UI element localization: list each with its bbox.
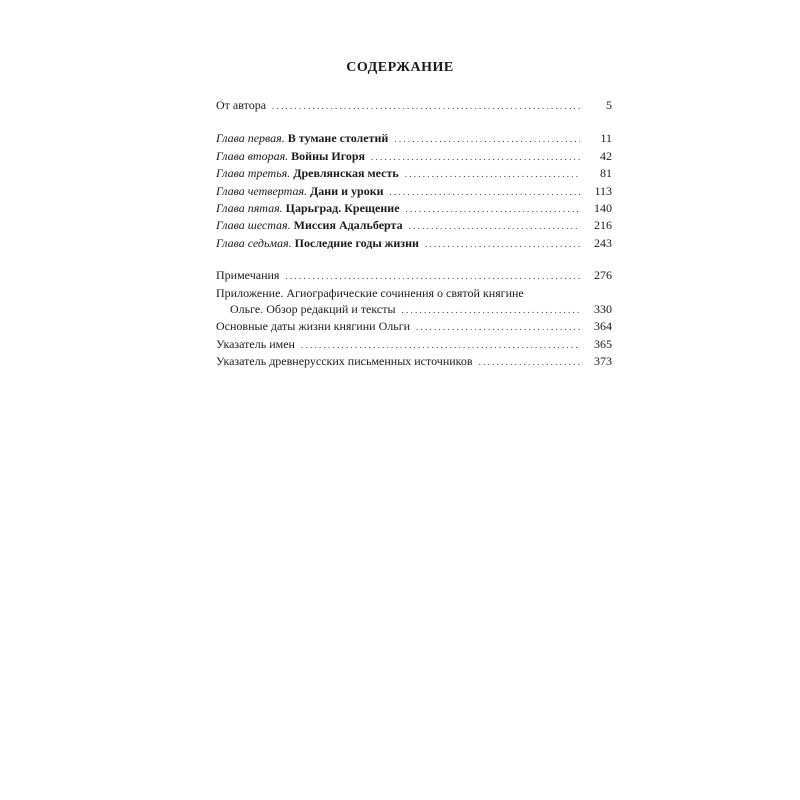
dot-leader	[405, 166, 580, 182]
toc-entry-page: 42	[600, 148, 612, 163]
toc-entry-chapter-6	[216, 217, 612, 234]
toc-entry-notes	[216, 267, 612, 284]
toc-entry-page: 11	[600, 131, 612, 146]
toc-entry-chapter-4	[216, 183, 612, 200]
toc-entry-label: Указатель древнерусских письменных источников	[216, 354, 473, 369]
dot-leader	[394, 131, 580, 147]
toc-entry-label	[216, 148, 365, 164]
chapter-prefix: Глава седьмая.	[216, 235, 292, 250]
toc-entry-page: 330	[594, 302, 612, 317]
toc-entry-page: 276	[594, 268, 612, 283]
toc-entry-label	[216, 217, 403, 233]
toc-entry-label-continued: Ольге. Обзор редакций и тексты	[230, 302, 396, 317]
toc-entry-label: От автора	[216, 98, 267, 112]
toc-entry-chapter-7	[216, 235, 612, 252]
chapter-prefix: Глава четвертая.	[216, 183, 308, 198]
toc-entry-page: 243	[594, 235, 612, 250]
dot-leader	[285, 268, 580, 284]
dot-leader	[402, 302, 580, 318]
toc-entry-front	[216, 97, 612, 114]
toc-entry-label	[216, 200, 400, 216]
chapter-prefix: Глава третья.	[216, 166, 291, 181]
chapter-title: В тумане столетий	[287, 131, 389, 146]
contents-heading: СОДЕРЖАНИЕ	[346, 60, 454, 75]
chapter-prefix: Глава шестая.	[216, 218, 291, 233]
toc-entry-label	[216, 183, 384, 199]
chapter-prefix: Глава первая.	[216, 131, 285, 146]
dot-leader	[301, 337, 580, 353]
table-of-contents	[216, 97, 612, 371]
dot-leader	[272, 98, 580, 114]
chapter-title: Войны Игоря	[291, 148, 366, 163]
chapter-title: Дани и уроки	[310, 183, 384, 198]
chapter-title: Миссия Адальберта	[293, 218, 403, 233]
dot-leader	[416, 319, 580, 335]
toc-entry-page: 113	[594, 183, 612, 198]
toc-entry-label	[216, 235, 419, 251]
toc-entry-appendix	[216, 285, 612, 319]
toc-entry-page: 81	[600, 166, 612, 181]
toc-entry-page: 216	[594, 218, 612, 233]
toc-entry-label: Приложение. Агиографические сочинения о святой княгине	[216, 285, 524, 300]
toc-entry-chapter-1	[216, 130, 612, 147]
toc-entry-page: 373	[594, 354, 612, 369]
toc-entry-label: Примечания	[216, 268, 280, 283]
toc-entry-names-index	[216, 336, 612, 353]
toc-entry-label	[216, 165, 399, 181]
chapter-prefix: Глава пятая.	[216, 201, 283, 216]
toc-entry-sources-index	[216, 353, 612, 370]
toc-entry-dates	[216, 318, 612, 335]
dot-leader	[406, 201, 580, 217]
toc-entry-page: 140	[594, 201, 612, 216]
dot-leader	[479, 354, 580, 370]
chapter-title: Последние годы жизни	[294, 235, 419, 250]
chapter-title: Царьград. Крещение	[285, 201, 400, 216]
toc-entry-page: 5	[606, 98, 612, 112]
dot-leader	[409, 218, 580, 234]
dot-leader	[425, 236, 580, 252]
toc-entry-chapter-2	[216, 148, 612, 165]
dot-leader	[371, 149, 580, 165]
toc-entry-chapter-3	[216, 165, 612, 182]
toc-entry-page: 364	[594, 319, 612, 334]
toc-entry-label: Указатель имен	[216, 336, 295, 351]
toc-entry-label	[216, 130, 388, 146]
toc-entry-label: Основные даты жизни княгини Ольги	[216, 319, 411, 334]
chapter-title: Древлянская месть	[293, 166, 399, 181]
dot-leader	[390, 184, 580, 200]
toc-entry-page: 365	[594, 336, 612, 351]
chapter-prefix: Глава вторая.	[216, 148, 289, 163]
toc-entry-chapter-5	[216, 200, 612, 217]
